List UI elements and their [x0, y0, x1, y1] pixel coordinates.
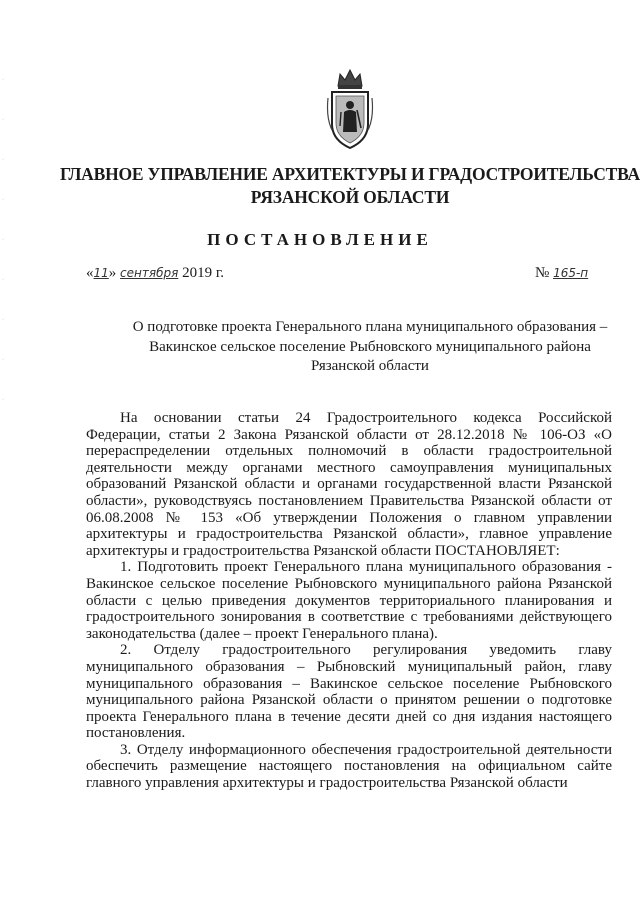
body-paragraph-preamble: На основании статьи 24 Градостроительного кодекса Российской Федерации, статьи 2 Закона Рязанской области от 28.12.2018 № 106-ОЗ «О перераспределении отдельных полномочий в области градостроительной деятельности между органами местного самоуправления муниципальных образований Рязанской области и органами государственной власти Рязанской области», руководствуясь постановлением Правительства Рязанской области от 06.08.2008 № 153 «Об утверждении Положения о главном управлении архитектуры и градостроительства Рязанской области», главное управление архитектуры и градостроительства Рязанской области ПОСТАНОВЛЯЕТ: — [86, 410, 612, 559]
body-paragraph-item-2: 2. Отделу градостроительного регулирования уведомить главу муниципального образования – Рыбновский муниципальный район, главу муниципального образования – Вакинское сельское поселение Рыбновского муниципального района Рязанской области о принятом решении о подготовке проекта Генерального плана в течение десяти дней со дня издания настоящего постановления. — [86, 642, 612, 742]
date-quote-close: » — [108, 265, 117, 281]
document-type-heading: ПОСТАНОВЛЕНИЕ — [207, 230, 433, 249]
scan-margin-marks: · · · · · · · · · — [2, 77, 4, 403]
body-paragraph-item-3: 3. Отделу информационного обеспечения градостроительной деятельности обеспечить размещение настоящего постановления на официальном сайте главного управления архитектуры и градостроительства Рязанской области — [86, 741, 612, 792]
date-quote-open: « — [86, 265, 94, 281]
number-label: № — [535, 265, 550, 281]
date-year: 2019 г. — [182, 265, 225, 281]
date-month-handwritten: сентября — [120, 266, 179, 280]
number-value-handwritten: 165-п — [553, 266, 589, 280]
document-body — [86, 410, 612, 792]
organization-title-line-2: РЯЗАНСКОЙ ОБЛАСТИ — [250, 187, 450, 207]
subject-line-2: Вакинское сельское поселение Рыбновского муниципального района — [149, 338, 591, 355]
document-subject — [100, 318, 640, 377]
ryazan-coat-of-arms-emblem — [326, 68, 374, 150]
organization-title — [60, 163, 640, 209]
date-day-handwritten: 11 — [93, 266, 109, 280]
subject-line-3: Рязанской области — [311, 358, 429, 374]
document-date — [86, 265, 224, 282]
subject-line-1: О подготовке проекта Генерального плана муниципального образования – — [132, 319, 608, 335]
organization-title-line-1: ГЛАВНОЕ УПРАВЛЕНИЕ АРХИТЕКТУРЫ И ГРАДОСТРОИТЕЛЬСТВА — [60, 164, 640, 184]
body-paragraph-item-1: 1. Подготовить проект Генерального плана муниципального образования - Вакинское сельское поселение Рыбновского муниципального района Рязанской области с целью приведения документов территориального планирования и градостроительного зонирования в соответствие с требованиями действующего законодательства (далее – проект Генерального плана). — [86, 559, 612, 642]
document-number — [535, 265, 588, 282]
